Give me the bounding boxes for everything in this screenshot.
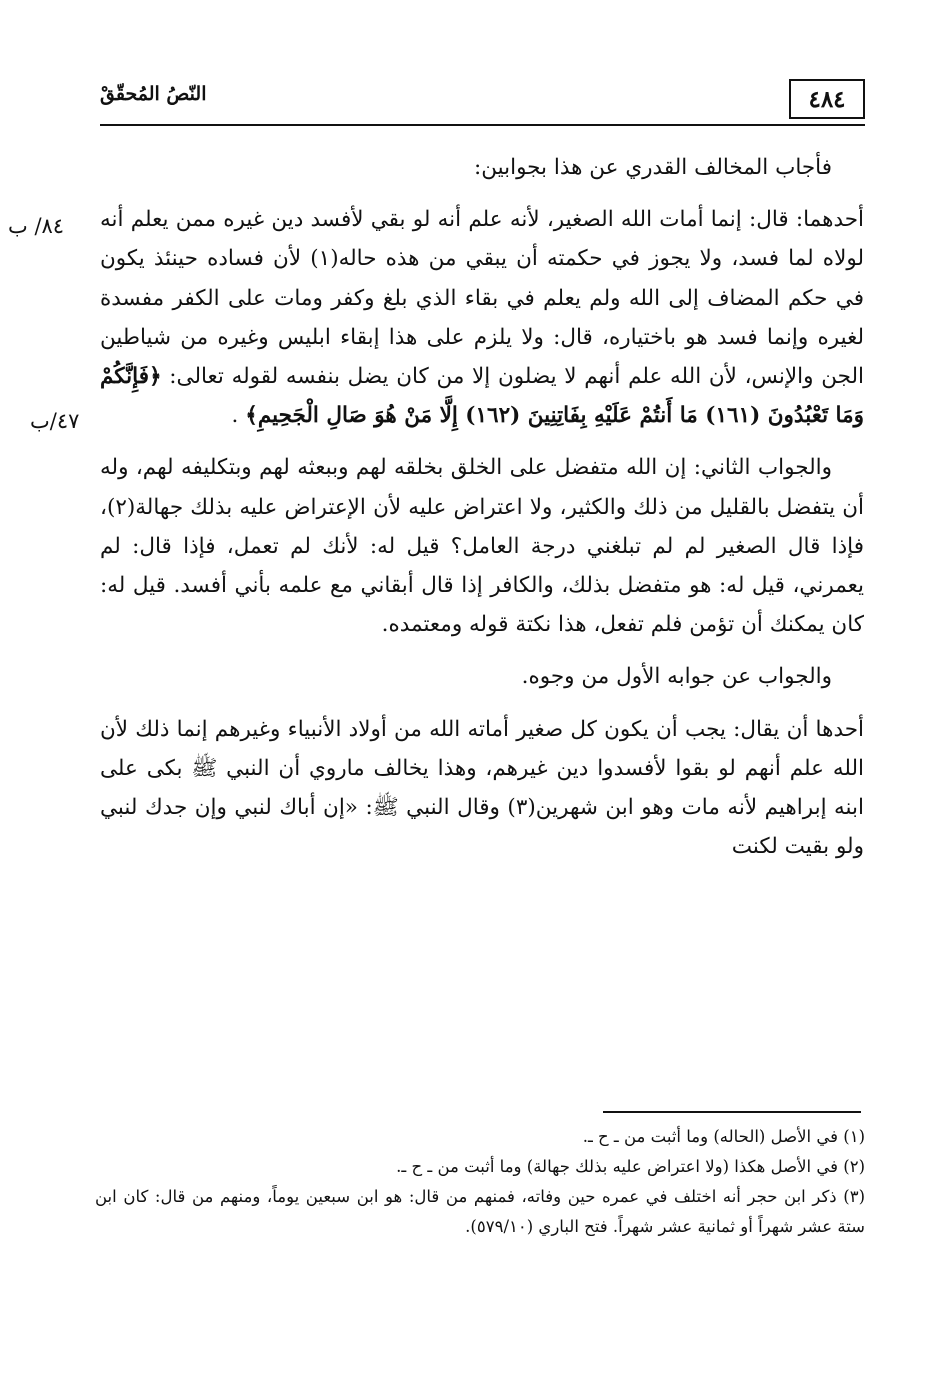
manuscript-folio-note: ٨٤/ ب [8, 214, 65, 238]
footnotes [95, 1122, 865, 1242]
quran-verse: ﴿فَإِنَّكُمْ وَمَا تَعْبُدُونَ (١٦١) مَا أَنتُمْ عَلَيْهِ بِفَاتِنِينَ (١٦٢) إِلَّا مَنْ هُوَ صَالِ الْجَحِيمِ﴾ [100, 364, 864, 429]
running-title: النّصُ المُحقّقْ [100, 83, 207, 105]
footnote-divider [603, 1111, 861, 1113]
footnote: (٢) في الأصل هكذا (ولا اعتراض عليه بذلك جهالة) وما أثبت من ـ ح ـ. [396, 1157, 865, 1176]
manuscript-folio-note: ٤٧/ب [30, 409, 80, 433]
paragraph: والجواب عن جوابه الأول من وجوه. [521, 664, 832, 690]
footnote: (١) في الأصل (الحاله) وما أثبت من ـ ح ـ. [582, 1127, 865, 1146]
paragraph-text: أحدهما: قال: إنما أمات الله الصغير، لأنه علم أنه لو بقي لأفسد دين غيره ممن يعلم أنه لولاه لما فسد، ولا يجوز في حكمته أن يبقي من هذه حاله(١) لأن فساده حينئذ يكون في حكم المضاف إلى الله ولم يعلم في بقاء الذي بلغ وكفر ومات على الكفر مفسدة لغيره وإنما فسد هو باختياره، قال: ولا يلزم على هذا إبقاء ابليس وغيره من شياطين الجن والإنس، لأن الله علم أنهم لا يضلون إلا من كان يضل بنفسه لقوله تعالى: [100, 207, 864, 390]
page-header [100, 75, 865, 127]
main-text [100, 148, 864, 866]
paragraph: والجواب الثاني: إن الله متفضل على الخلق بخلقه لهم وببعثه لهم وبتكليفه لهم، وله أن يتفضل بالقليل من ذلك والكثير، ولا اعتراض عليه لأن الإعتراض عليه بذلك جهالة(٢)، فإذا قال الصغير لم لم تبلغني درجة العامل؟ قيل له: لأنك لم تعمل، فإذا قال: لم يعمرني، قيل له: هو متفضل بذلك، والكافر إذا قال أبقاني مع علمه بأني أفسد. قيل له: كان يمكنك أن تؤمن فلم تفعل، هذا نكتة قوله ومعتمده. [100, 455, 864, 638]
paragraph [100, 200, 864, 435]
paragraph-end: . [231, 403, 239, 429]
paragraph: أحدها أن يقال: يجب أن يكون كل صغير أماته الله من أولاد الأنبياء وغيرهم إنما ذلك لأن الله علم أنهم لو بقوا لأفسدوا دين غيرهم، وهذا يخالف ماروي أن النبي ﷺ بكى على ابنه إبراهيم لأنه مات وهو ابن شهرين(٣) وقال النبي ﷺ: «إن أباك لنبي وإن جدك لنبي ولو بقيت لكنت [100, 716, 865, 860]
header-rule [100, 124, 865, 126]
page-number: ٤٨٤ [789, 79, 865, 119]
paragraph: فأجاب المخالف القدري عن هذا بجوابين: [474, 155, 832, 180]
footnote: (٣) ذكر ابن حجر أنه اختلف في عمره حين وفاته، فمنهم من قال: هو ابن سبعين يوماً، ومنهم من قال: كان ابن ستة عشر شهراً أو ثمانية عشر شهراً. فتح الباري (٥٧٩/١٠). [95, 1187, 865, 1236]
